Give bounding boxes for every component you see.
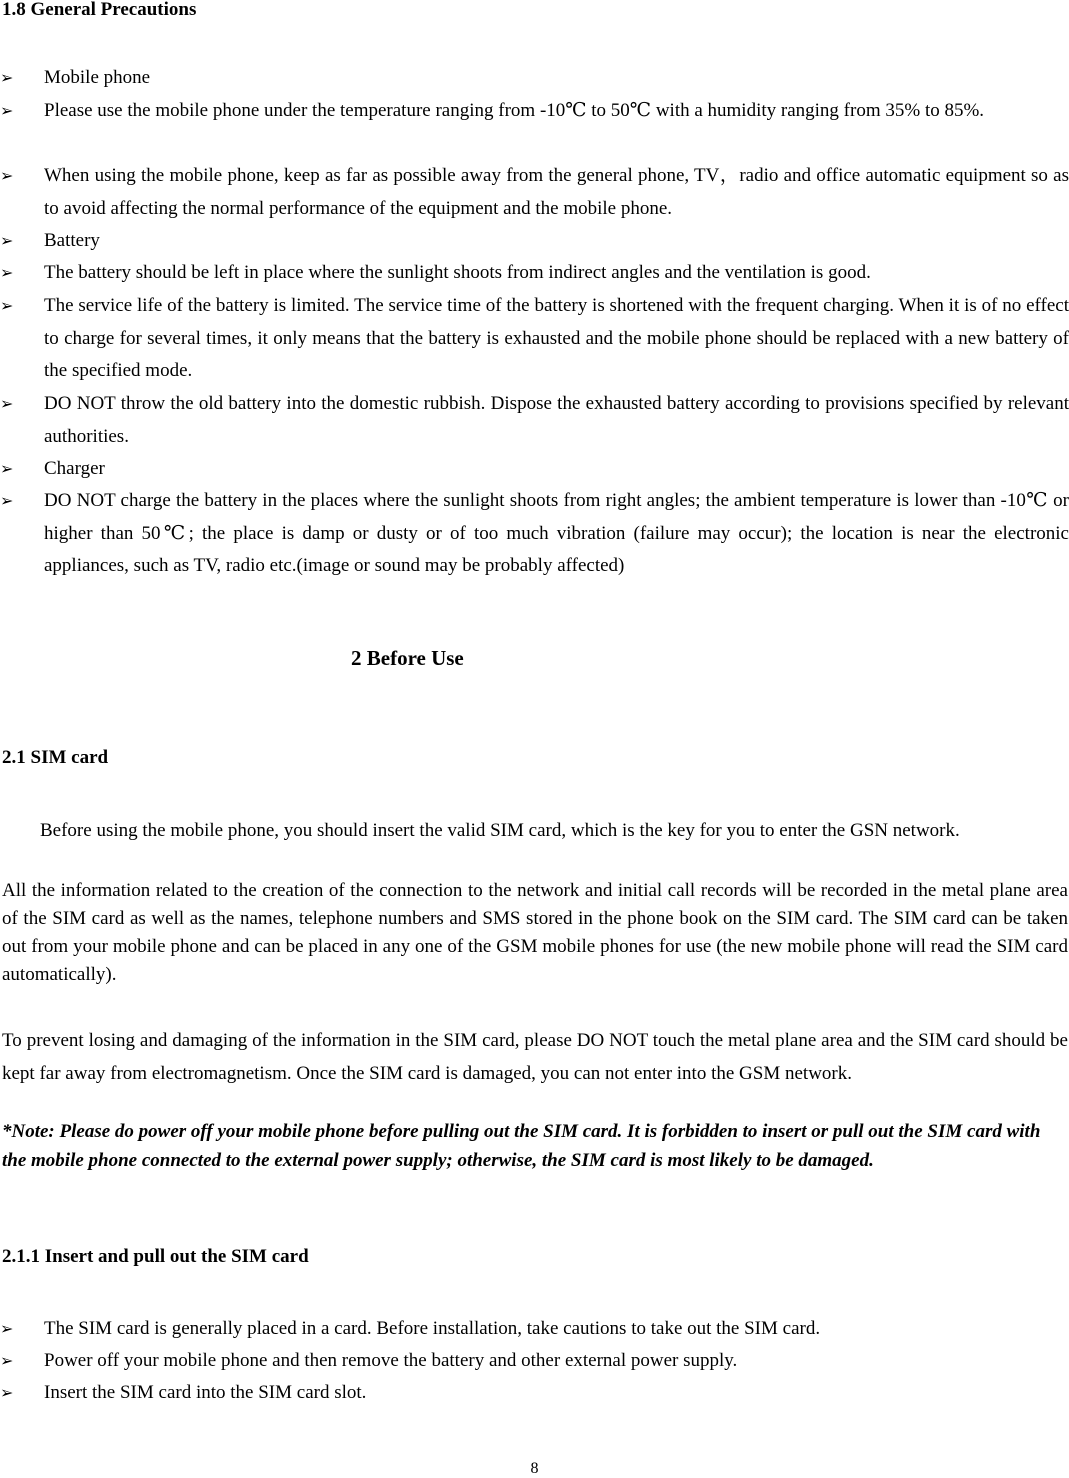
bullet-arrow-icon: ➢ <box>0 263 14 282</box>
list-item-text: The service life of the battery is limited. The service time of the battery is shortened with the frequent charging. When it is of no effect to charge for several times, it only means that the battery is exhausted and the mobile phone should be replaced with a new battery of the specified mode. <box>44 295 1069 381</box>
bullet-arrow-icon: ➢ <box>0 1351 14 1370</box>
bullet-arrow-icon: ➢ <box>0 296 14 315</box>
subsection-heading-insert-sim: 2.1.1 Insert and pull out the SIM card <box>2 1246 309 1267</box>
list-item-text: Battery <box>44 230 100 251</box>
bullet-arrow-icon: ➢ <box>0 459 14 478</box>
bullet-arrow-icon: ➢ <box>0 166 14 185</box>
list-item <box>0 95 1069 128</box>
bullet-arrow-icon: ➢ <box>0 1383 14 1402</box>
bullet-arrow-icon: ➢ <box>0 101 14 120</box>
paragraph: All the information related to the creation of the connection to the network and initial call records will be recorded in the metal plane area of the SIM card as well as the names, telephone numbers and SMS stored in the phone book on the SIM card. The SIM card can be taken out from your mobile phone and can be placed in any one of the GSM mobile phones for use (the new mobile phone will read the SIM card automatically). <box>2 880 1068 985</box>
list-item-text: Charger <box>44 458 105 479</box>
list-item-text: The SIM card is generally placed in a card. Before installation, take cautions to take out the SIM card. <box>44 1318 821 1339</box>
list-item-text: The battery should be left in place where the sunlight shoots from indirect angles and the ventilation is good. <box>44 262 871 283</box>
list-item <box>0 62 1069 95</box>
bullet-arrow-icon: ➢ <box>0 394 14 413</box>
list-item <box>0 290 1069 388</box>
bullet-arrow-icon: ➢ <box>0 68 14 87</box>
list-item-text: DO NOT throw the old battery into the domestic rubbish. Dispose the exhausted battery according to provisions specified by relevant authorities. <box>44 393 1069 447</box>
list-item <box>0 388 1069 453</box>
section-heading-general-precautions: 1.8 General Precautions <box>2 0 197 20</box>
section-heading-sim-card: 2.1 SIM card <box>2 747 109 768</box>
list-item <box>0 1345 1069 1378</box>
chapter-heading-before-use: 2 Before Use <box>351 646 464 670</box>
list-item-text: Power off your mobile phone and then remove the battery and other external power supply. <box>44 1350 738 1371</box>
bullet-arrow-icon: ➢ <box>0 491 14 510</box>
warning-note: *Note: Please do power off your mobile phone before pulling out the SIM card. It is forbidden to insert or pull out the SIM card with the mobile phone connected to the external power supply; otherwise, the SIM card is most likely to be damaged. <box>2 1121 1041 1171</box>
bullet-arrow-icon: ➢ <box>0 1319 14 1338</box>
list-item <box>0 485 1069 583</box>
page-number: 8 <box>530 1460 539 1477</box>
list-item-text: DO NOT charge the battery in the places where the sunlight shoots from right angles; the ambient temperature is lower than -10℃ or higher than 50℃; the place is damp or dusty or of too much vibration (failure may occur); the location is near the electronic appliances, such as TV, radio etc.(image or sound may be probably affected) <box>44 490 1069 576</box>
list-item <box>0 1377 1069 1410</box>
list-item <box>0 257 1069 290</box>
paragraph: To prevent losing and damaging of the information in the SIM card, please DO NOT touch the metal plane area and the SIM card should be kept far away from electromagnetism. Once the SIM card is damaged, you can not enter into the GSM network. <box>2 1030 1068 1084</box>
list-item-text: Please use the mobile phone under the temperature ranging from -10℃ to 50℃ with a humidity ranging from 35% to 85%. <box>44 100 985 121</box>
list-item-text: When using the mobile phone, keep as far as possible away from the general phone, TV，radio and office automatic equipment so as to avoid affecting the normal performance of the equipment and the mobile phone. <box>44 165 1069 219</box>
list-item <box>0 1313 1069 1346</box>
list-item <box>0 453 1069 486</box>
paragraph: Before using the mobile phone, you should insert the valid SIM card, which is the key for you to enter the GSN network. <box>40 820 960 841</box>
list-item <box>0 225 1069 258</box>
bullet-arrow-icon: ➢ <box>0 231 14 250</box>
list-item-text: Mobile phone <box>44 67 151 88</box>
list-item <box>0 160 1069 225</box>
list-item-text: Insert the SIM card into the SIM card slot. <box>44 1382 367 1403</box>
